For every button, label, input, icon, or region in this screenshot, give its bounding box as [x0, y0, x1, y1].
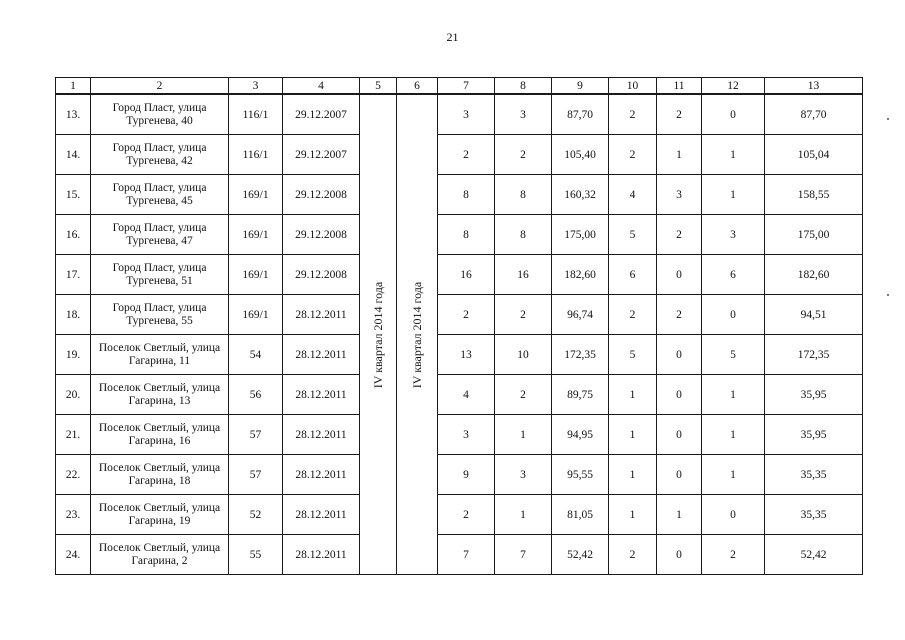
- col-6-merged-cell: [397, 94, 438, 575]
- col-8-cell: 7: [495, 535, 552, 575]
- col-13-cell: 158,55: [765, 175, 863, 215]
- col-header-10: 10: [609, 78, 657, 95]
- col-3-cell: 169/1: [229, 215, 283, 255]
- col-10-cell: 5: [609, 335, 657, 375]
- col-9-cell: 182,60: [552, 255, 609, 295]
- col-header-4: 4: [283, 78, 360, 95]
- table-row: [56, 495, 863, 535]
- row-number: 23.: [56, 495, 91, 535]
- col-12-cell: 0: [702, 495, 765, 535]
- col-header-13: 13: [765, 78, 863, 95]
- address-line-2: Тургенева, 51: [126, 274, 193, 287]
- col-9-cell: 95,55: [552, 455, 609, 495]
- col-7-cell: 8: [438, 215, 495, 255]
- housing-register-table: [55, 77, 863, 575]
- col-12-cell: 0: [702, 295, 765, 335]
- col-10-cell: 6: [609, 255, 657, 295]
- address-line-1: Поселок Светлый, улица: [98, 381, 221, 394]
- col-8-cell: 1: [495, 415, 552, 455]
- row-number: 22.: [56, 455, 91, 495]
- col-11-cell: 0: [657, 535, 702, 575]
- address-cell: [91, 135, 229, 175]
- address-line-2: Гагарина, 18: [128, 474, 191, 487]
- col-11-cell: 0: [657, 375, 702, 415]
- address-line-1: Город Пласт, улица: [112, 301, 207, 314]
- header-row: [56, 78, 863, 95]
- row-number: 20.: [56, 375, 91, 415]
- row-number: 13.: [56, 94, 91, 135]
- address-cell: [91, 495, 229, 535]
- col-8-cell: 8: [495, 175, 552, 215]
- col-10-cell: 2: [609, 295, 657, 335]
- row-number: 21.: [56, 415, 91, 455]
- col-7-cell: 2: [438, 295, 495, 335]
- address-cell: [91, 455, 229, 495]
- col-11-cell: 1: [657, 135, 702, 175]
- col-3-cell: 169/1: [229, 255, 283, 295]
- col-4-date-cell: 28.12.2011: [283, 375, 360, 415]
- row-number: 15.: [56, 175, 91, 215]
- col-9-cell: 52,42: [552, 535, 609, 575]
- col-4-date-cell: 28.12.2011: [283, 495, 360, 535]
- table-row: [56, 535, 863, 575]
- col-4-date-cell: 29.12.2007: [283, 94, 360, 135]
- col-9-cell: 89,75: [552, 375, 609, 415]
- col-9-cell: 94,95: [552, 415, 609, 455]
- col-4-date-cell: 28.12.2011: [283, 335, 360, 375]
- col-11-cell: 1: [657, 495, 702, 535]
- col-7-cell: 4: [438, 375, 495, 415]
- col-6-vertical-text: IV квартал 2014 года: [410, 281, 424, 388]
- address-line-1: Город Пласт, улица: [112, 221, 207, 234]
- col-8-cell: 3: [495, 94, 552, 135]
- col-9-cell: 175,00: [552, 215, 609, 255]
- col-header-2: 2: [91, 78, 229, 95]
- col-11-cell: 2: [657, 295, 702, 335]
- address-cell: [91, 215, 229, 255]
- col-12-cell: 1: [702, 135, 765, 175]
- scan-speck: [887, 294, 889, 296]
- col-3-cell: 55: [229, 535, 283, 575]
- address-line-2: Тургенева, 42: [126, 154, 193, 167]
- row-number: 16.: [56, 215, 91, 255]
- col-7-cell: 7: [438, 535, 495, 575]
- table-row: [56, 295, 863, 335]
- col-9-cell: 160,32: [552, 175, 609, 215]
- col-12-cell: 1: [702, 455, 765, 495]
- table-row: [56, 375, 863, 415]
- col-header-11: 11: [657, 78, 702, 95]
- col-5-merged-cell: [360, 94, 397, 575]
- col-10-cell: 1: [609, 415, 657, 455]
- col-7-cell: 9: [438, 455, 495, 495]
- col-13-cell: 172,35: [765, 335, 863, 375]
- address-line-2: Тургенева, 55: [126, 314, 193, 327]
- col-header-12: 12: [702, 78, 765, 95]
- col-header-3: 3: [229, 78, 283, 95]
- col-13-cell: 94,51: [765, 295, 863, 335]
- col-header-5: 5: [360, 78, 397, 95]
- address-line-1: Поселок Светлый, улица: [98, 421, 221, 434]
- col-12-cell: 1: [702, 375, 765, 415]
- col-12-cell: 0: [702, 94, 765, 135]
- address-line-2: Гагарина, 2: [131, 554, 188, 567]
- col-11-cell: 3: [657, 175, 702, 215]
- col-10-cell: 4: [609, 175, 657, 215]
- col-4-date-cell: 29.12.2007: [283, 135, 360, 175]
- row-number: 17.: [56, 255, 91, 295]
- address-line-2: Гагарина, 13: [128, 394, 191, 407]
- address-line-1: Поселок Светлый, улица: [98, 341, 221, 354]
- col-3-cell: 57: [229, 415, 283, 455]
- table-body: [56, 94, 863, 575]
- address-cell: [91, 335, 229, 375]
- col-11-cell: 0: [657, 335, 702, 375]
- col-13-cell: 175,00: [765, 215, 863, 255]
- col-7-cell: 8: [438, 175, 495, 215]
- address-cell: [91, 94, 229, 135]
- table-row: [56, 255, 863, 295]
- col-8-cell: 10: [495, 335, 552, 375]
- address-line-1: Город Пласт, улица: [112, 261, 207, 274]
- table-row: [56, 335, 863, 375]
- col-13-cell: 182,60: [765, 255, 863, 295]
- row-number: 19.: [56, 335, 91, 375]
- col-4-date-cell: 29.12.2008: [283, 175, 360, 215]
- table-row: [56, 94, 863, 135]
- col-10-cell: 2: [609, 535, 657, 575]
- address-line-1: Поселок Светлый, улица: [98, 541, 221, 554]
- col-header-6: 6: [397, 78, 438, 95]
- page-number: 21: [446, 30, 459, 44]
- col-3-cell: 56: [229, 375, 283, 415]
- col-10-cell: 2: [609, 94, 657, 135]
- table-row: [56, 175, 863, 215]
- col-11-cell: 0: [657, 415, 702, 455]
- address-cell: [91, 175, 229, 215]
- col-3-cell: 52: [229, 495, 283, 535]
- col-header-7: 7: [438, 78, 495, 95]
- col-13-cell: 35,35: [765, 495, 863, 535]
- address-line-2: Тургенева, 45: [126, 194, 193, 207]
- address-cell: [91, 295, 229, 335]
- col-4-date-cell: 29.12.2008: [283, 255, 360, 295]
- col-header-9: 9: [552, 78, 609, 95]
- address-line-2: Тургенева, 47: [126, 234, 193, 247]
- address-line-2: Гагарина, 16: [128, 434, 191, 447]
- address-line-1: Поселок Светлый, улица: [98, 501, 221, 514]
- col-13-cell: 35,95: [765, 375, 863, 415]
- col-11-cell: 0: [657, 455, 702, 495]
- col-13-cell: 52,42: [765, 535, 863, 575]
- col-11-cell: 0: [657, 255, 702, 295]
- col-9-cell: 105,40: [552, 135, 609, 175]
- address-line-1: Поселок Светлый, улица: [98, 461, 221, 474]
- col-9-cell: 96,74: [552, 295, 609, 335]
- col-10-cell: 1: [609, 455, 657, 495]
- col-4-date-cell: 28.12.2011: [283, 535, 360, 575]
- address-cell: [91, 415, 229, 455]
- col-13-cell: 35,95: [765, 415, 863, 455]
- table-header: [56, 78, 863, 95]
- col-8-cell: 2: [495, 295, 552, 335]
- table-row: [56, 215, 863, 255]
- col-7-cell: 16: [438, 255, 495, 295]
- address-line-2: Гагарина, 11: [128, 354, 191, 367]
- col-10-cell: 5: [609, 215, 657, 255]
- col-5-vertical-text: IV квартал 2014 года: [371, 281, 385, 388]
- col-header-1: 1: [56, 78, 91, 95]
- col-4-date-cell: 28.12.2011: [283, 295, 360, 335]
- col-12-cell: 1: [702, 175, 765, 215]
- col-12-cell: 5: [702, 335, 765, 375]
- table-row: [56, 455, 863, 495]
- col-13-cell: 105,04: [765, 135, 863, 175]
- col-9-cell: 87,70: [552, 94, 609, 135]
- col-4-date-cell: 28.12.2011: [283, 455, 360, 495]
- col-7-cell: 3: [438, 415, 495, 455]
- col-7-cell: 2: [438, 495, 495, 535]
- col-7-cell: 13: [438, 335, 495, 375]
- col-12-cell: 6: [702, 255, 765, 295]
- row-number: 14.: [56, 135, 91, 175]
- col-9-cell: 172,35: [552, 335, 609, 375]
- col-8-cell: 8: [495, 215, 552, 255]
- col-10-cell: 1: [609, 375, 657, 415]
- col-10-cell: 1: [609, 495, 657, 535]
- table-row: [56, 135, 863, 175]
- col-3-cell: 116/1: [229, 135, 283, 175]
- address-cell: [91, 255, 229, 295]
- col-8-cell: 16: [495, 255, 552, 295]
- col-13-cell: 35,35: [765, 455, 863, 495]
- address-line-2: Тургенева, 40: [126, 114, 193, 127]
- col-3-cell: 54: [229, 335, 283, 375]
- col-4-date-cell: 29.12.2008: [283, 215, 360, 255]
- col-8-cell: 3: [495, 455, 552, 495]
- col-12-cell: 2: [702, 535, 765, 575]
- col-12-cell: 1: [702, 415, 765, 455]
- scan-speck: [887, 118, 889, 120]
- col-3-cell: 116/1: [229, 94, 283, 135]
- col-11-cell: 2: [657, 94, 702, 135]
- address-line-1: Город Пласт, улица: [112, 141, 207, 154]
- address-line-1: Город Пласт, улица: [112, 181, 207, 194]
- address-cell: [91, 375, 229, 415]
- address-line-2: Гагарина, 19: [128, 514, 191, 527]
- col-8-cell: 2: [495, 135, 552, 175]
- col-3-cell: 169/1: [229, 175, 283, 215]
- col-13-cell: 87,70: [765, 94, 863, 135]
- col-7-cell: 2: [438, 135, 495, 175]
- address-cell: [91, 535, 229, 575]
- col-10-cell: 2: [609, 135, 657, 175]
- row-number: 18.: [56, 295, 91, 335]
- row-number: 24.: [56, 535, 91, 575]
- col-3-cell: 169/1: [229, 295, 283, 335]
- col-11-cell: 2: [657, 215, 702, 255]
- table-row: [56, 415, 863, 455]
- address-line-1: Город Пласт, улица: [112, 101, 207, 114]
- col-8-cell: 2: [495, 375, 552, 415]
- col-8-cell: 1: [495, 495, 552, 535]
- col-4-date-cell: 28.12.2011: [283, 415, 360, 455]
- col-header-8: 8: [495, 78, 552, 95]
- col-3-cell: 57: [229, 455, 283, 495]
- col-12-cell: 3: [702, 215, 765, 255]
- col-7-cell: 3: [438, 94, 495, 135]
- col-9-cell: 81,05: [552, 495, 609, 535]
